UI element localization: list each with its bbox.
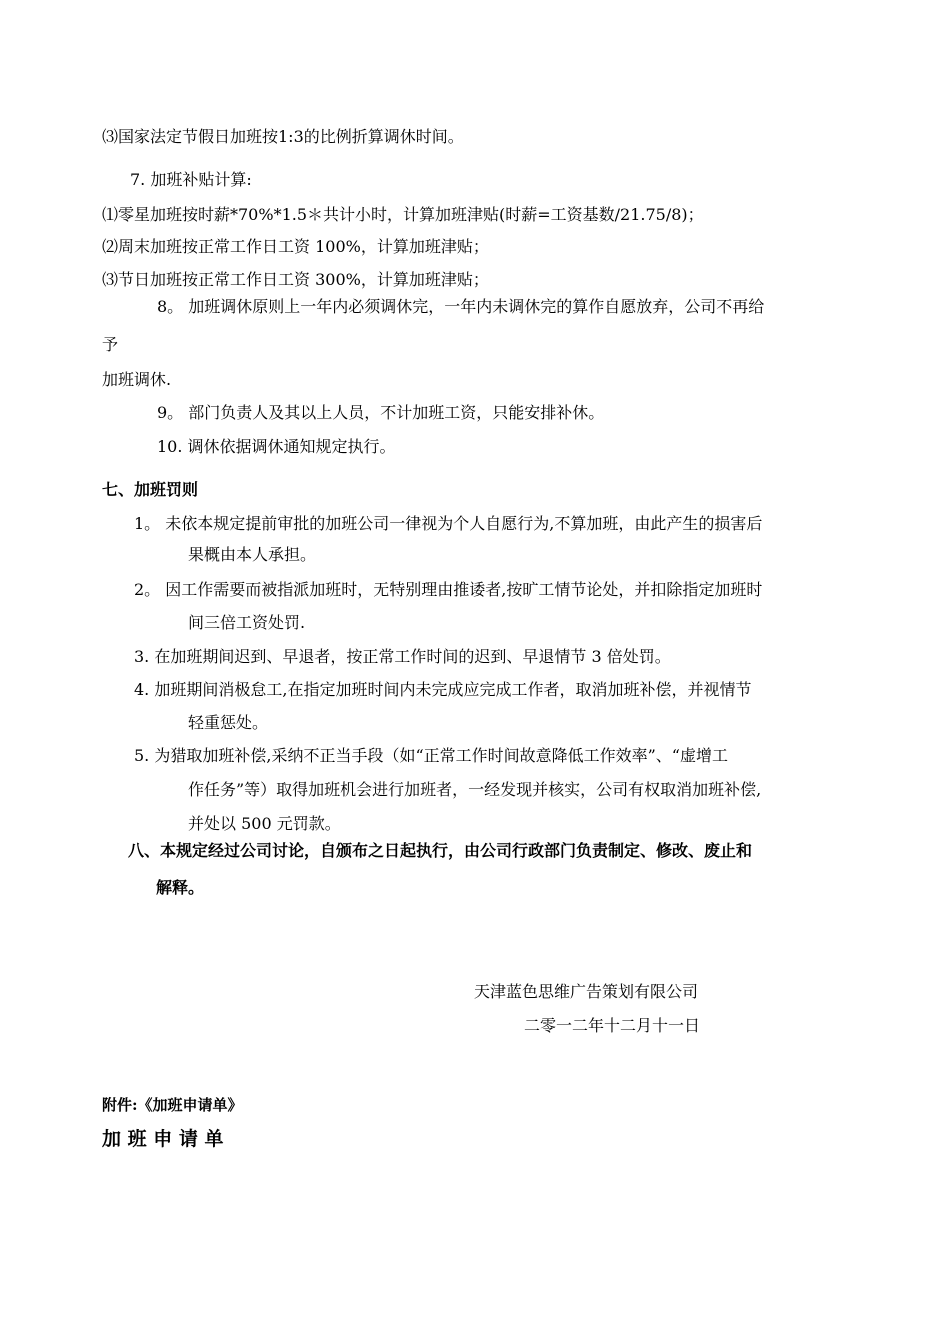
penalty-3: 3. 在加班期间迟到、早退者，按正常工作时间的迟到、早退情节 3 倍处罚。 (134, 647, 671, 666)
rule-10: 10. 调休依据调休通知规定执行。 (157, 437, 396, 456)
attachment-label: 附件:《加班申请单》 (102, 1096, 243, 1114)
penalty-2-line1: 2。 因工作需要而被指派加班时，无特别理由推诿者,按旷工情节论处，并扣除指定加班时 (134, 580, 763, 599)
penalty-4-line2: 轻重惩处。 (188, 713, 269, 732)
rule-7-title: 7. 加班补贴计算: (130, 170, 252, 189)
form-title: 加 班 申 请 单 (102, 1128, 224, 1150)
penalty-4-line1: 4. 加班期间消极怠工,在指定加班时间内未完成应完成工作者，取消加班补偿，并视情节 (134, 680, 752, 699)
rule-7-3: ⑶节日加班按正常工作日工资 300%，计算加班津贴； (102, 270, 489, 289)
section8-line1: 八、本规定经过公司讨论，自颁布之日起执行，由公司行政部门负责制定、修改、废止和 (128, 841, 753, 860)
section8-line2: 解释。 (156, 878, 205, 897)
rule-7-2: ⑵周末加班按正常工作日工资 100%，计算加班津贴； (102, 237, 489, 256)
penalty-5-line2: 作任务”等）取得加班机会进行加班者，一经发现并核实，公司有权取消加班补偿, (188, 780, 762, 799)
penalty-5-line1: 5. 为猎取加班补偿,采纳不正当手段（如“正常工作时间故意降低工作效率”、“虚增工 (134, 746, 728, 765)
penalty-5-line3: 并处以 500 元罚款。 (188, 814, 341, 833)
signature-date: 二零一二年十二月十一日 (524, 1016, 701, 1035)
signature-company: 天津蓝色思维广告策划有限公司 (474, 982, 699, 1001)
rule-8-line2: 予 (102, 335, 119, 354)
rule-8-line1: 8。 加班调休原则上一年内必须调休完，一年内未调休完的算作自愿放弃，公司不再给 (157, 297, 765, 316)
rule-9: 9。 部门负责人及其以上人员，不计加班工资，只能安排补休。 (157, 403, 605, 422)
penalty-1-line2: 果概由本人承担。 (188, 545, 317, 564)
rule-8-line3: 加班调休. (102, 370, 172, 389)
penalty-2-line2: 间三倍工资处罚. (188, 613, 306, 632)
penalty-1-line1: 1。 未依本规定提前审批的加班公司一律视为个人自愿行为,不算加班，由此产生的损害后 (134, 514, 763, 533)
rule-6-3: ⑶国家法定节假日加班按1:3的比例折算调休时间。 (102, 127, 464, 146)
penalties-heading: 七、加班罚则 (102, 480, 199, 499)
rule-7-1: ⑴零星加班按时薪*70%*1.5＊共计小时，计算加班津贴(时薪=工资基数/21.75/8)； (102, 205, 704, 224)
